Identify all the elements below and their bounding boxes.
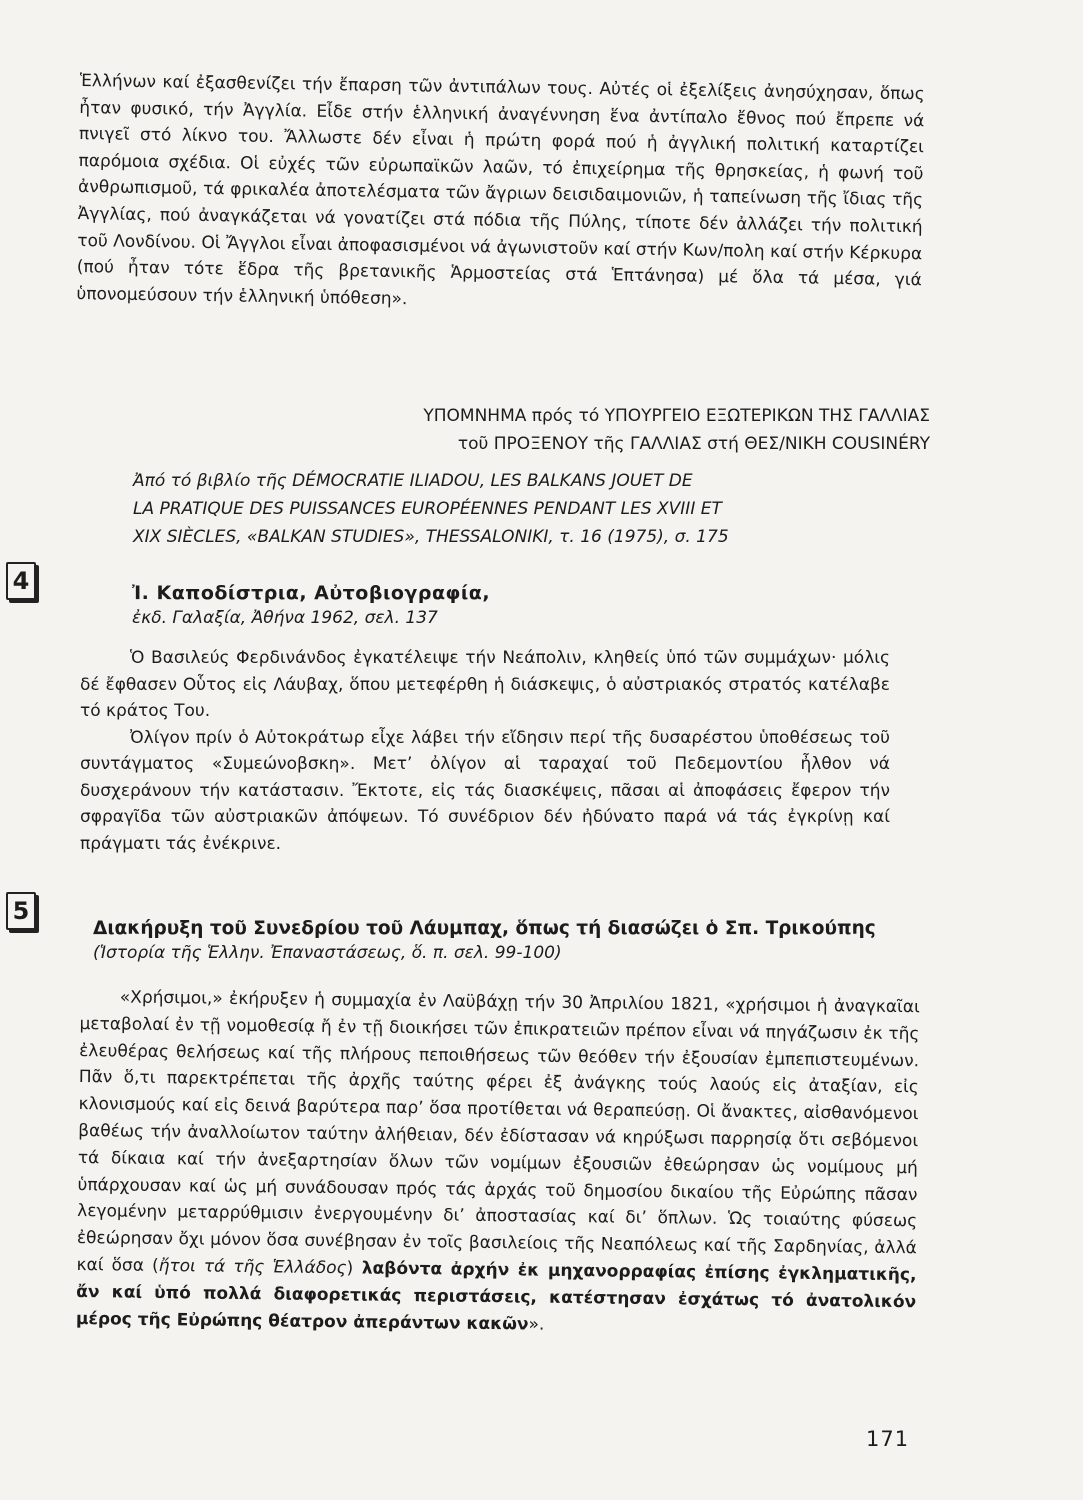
- section-5-title: Διακήρυξη τοῦ Συνεδρίου τοῦ Λάυμπαχ, ὅπως τή διασώζει ὁ Σπ. Τρικούπης: [93, 918, 876, 939]
- intro-paragraph: [76, 68, 925, 321]
- section-5-reference: (Ἱστορία τῆς Ἑλλην. Ἐπαναστάσεως, ὅ. π. σελ. 99-100): [93, 943, 562, 963]
- section-5-marker: 5: [6, 892, 36, 930]
- memo-line-1: ΥΠΟΜΝΗΜΑ πρός τό ΥΠΟΥΡΓΕΙΟ ΕΞΩΤΕΡΙΚΩΝ ΤΗΣ ΓΑΛΛΙΑΣ: [423, 406, 930, 426]
- section-4-heading: [132, 582, 922, 632]
- section-5-heading: [93, 918, 913, 967]
- section-5-italic-text: ἤτοι τά τῆς Ἑλλάδος: [158, 1255, 347, 1279]
- section-5-close-paren: ): [346, 1258, 354, 1279]
- section-4-paragraph-1: Ὁ Βασιλεύς Φερδινάνδος ἐγκατέλειψε τήν Νεάπολιν, κληθείς ὑπό τῶν συμμάχων· μόλις δέ ἔφθασεν Οὗτος εἰς Λάυβαχ, ὅπου μετεφέρθη ἡ διάσκεψις, ὁ αὐστριακός στρατός κατέλαβε τό κράτος Του.: [80, 648, 890, 721]
- section-4-title: Ἰ. Καποδίστρια, Αὐτοβιογραφία,: [132, 582, 491, 604]
- memo-source-line-2: LA PRATIQUE DES PUISSANCES EUROPÉENNES PENDANT LES XVIII ET: [133, 499, 722, 519]
- section-5-bold-text: λαβόντα ἀρχήν ἐκ μηχανορραφίας ἐπίσης ἐγκληματικῆς, ἄν καί ὑπό πολλά διαφορετικάς περιστάσεις, κατέστησαν ἐσχάτως τό ἀνατολικόν μέρος τῆς Εὐρώπης θέατρον ἀπεράντων κακῶν: [75, 1258, 917, 1335]
- section-4-paragraph-2: Ὀλίγον πρίν ὁ Αὐτοκράτωρ εἶχε λάβει τήν εἴδησιν περί τῆς δυσαρέστου ὑποθέσεως τοῦ συντάγματος «Συμεώνοβσκη». Μετ’ ὀλίγον αἱ ταραχαί τοῦ Πεδεμοντίου ἦλθον νά δυσχεράνουν τήν κατάστασιν. Ἔκτοτε, εἰς τάς διασκέψεις, πᾶσαι αἱ ἀποφάσεις ἔφερον τήν σφραγῖδα τῶν αὐστριακῶν ἀπόψεων. Τό συνέδριον δέν ἠδύνατο παρά νά τάς ἐγκρίνῃ καί πράγματι τάς ἐνέκρινε.: [80, 727, 890, 854]
- memo-heading: [240, 402, 930, 458]
- section-4-marker: 4: [6, 562, 36, 600]
- section-4-reference: ἐκδ. Γαλαξία, Ἀθήνα 1962, σελ. 137: [132, 608, 438, 628]
- section-5-text: «Χρήσιμοι,» ἐκήρυξεν ἡ συμμαχία ἐν Λαϋβάχῃ τήν 30 Ἀπριλίου 1821, «χρήσιμοι ἡ ἀναγκαῖαι μεταβολαί ἐν τῇ νομοθεσίᾳ ἤ ἐν τῇ διοικήσει τῶν ἐπικρατειῶν πρέπον εἶναι νά πηγάζωσιν ἐκ τῆς ἐλευθέρας θελήσεως καί τῆς πλήρους πεποιθήσεως τῶν θεόθεν τήν ἐξουσίαν ἐμπεπιστευμένων. Πᾶν ὅ,τι παρεκτρέπεται τῆς ἀρχῆς ταύτης φέρει ἐξ ἀνάγκης τούς λαούς εἰς ἀταξίαν, εἰς κλονισμούς καί εἰς δεινά βαρύτερα παρ’ ὅσα προτίθεται νά θεραπεύσῃ. Οἱ ἄνακτες, αἰσθανόμενοι βαθέως τήν ἀναλλοίωτον ταύτην ἀλήθειαν, δέν ἐδίστασαν νά κηρύξωσι παρρησίᾳ ὅτι σεβόμενοι τά δίκαια καί τήν ἀνεξαρτησίαν ὅλων τῶν νομίμων ἐξουσιῶν ἐθεώρησαν ὡς νομίμους μή ὑπάρχουσαν καί ὡς μή συνάδουσαν πρός τάς ἀρχάς τοῦ δημοσίου δικαίου τῆς Εὐρώπης πᾶσαν λεγομένην μεταρρύθμισιν ἐνεργουμένην δι’ ἀποστασίας καί δι’ ὅπλων. Ὡς τοιαύτης φύσεως ἐθεώρησαν ὄχι μόνον ὅσα συνέβησαν ἐν τοῖς βασιλείοις τῆς Νεαπόλεως καί τῆς Σαρδηνίας, ἀλλά καί ὅσα (: [76, 987, 920, 1276]
- memo-line-2: τοῦ ΠΡΟΞΕΝΟΥ τῆς ΓΑΛΛΙΑΣ στή ΘΕΣ/ΝΙΚΗ COUSINÉRY: [457, 434, 930, 454]
- memo-source: [133, 467, 933, 551]
- memo-source-line-3: XIX SIÈCLES, «BALKAN STUDIES», THESSALONIKI, τ. 16 (1975), σ. 175: [133, 527, 729, 547]
- section-4-body: [80, 645, 890, 857]
- intro-text: Ἑλλήνων καί ἐξασθενίζει τήν ἔπαρση τῶν ἀντιπάλων τους. Αὐτές οἱ ἐξελίξεις ἀνησύχησαν, ὅπως ἦταν φυσικό, τήν Ἀγγλία. Εἶδε στήν ἑλληνική ἀναγέννηση ἕνα ἀντίπαλο ἔθνος πού ἔπρεπε νά πνιγεῖ στό λίκνο του. Ἄλλωστε δέν εἶναι ἡ πρώτη φορά πού ἡ ἀγγλική πολιτική καταρτίζει παρόμοια σχέδια. Οἱ εὐχές τῶν εὐρωπαϊκῶν λαῶν, τό ἐπιχείρημα τῆς θρησκείας, ἡ φωνή τοῦ ἀνθρωπισμοῦ, τά φρικαλέα ἀποτελέσματα τῶν ἄγριων δεισιδαιμονιῶν, ἡ ταπείνωση τῆς ἴδιας τῆς Ἀγγλίας, πού ἀναγκάζεται νά γονατίζει στά πόδια τῆς Πύλης, τίποτε δέν ἀλλάζει τήν πολιτική τοῦ Λονδίνου. Οἱ Ἄγγλοι εἶναι ἀποφασισμένοι νά ἀγωνιστοῦν καί στήν Κων/πολη καί στήν Κέρκυρα (πού ἦταν τότε ἕδρα τῆς βρετανικῆς Ἁρμοστείας στά Ἑπτάνησα) μέ ὅλα τά μέσα, γιά ὑπονομεύσουν τήν ἑλληνική ὑπόθεση».: [76, 70, 925, 309]
- memo-source-line-1: Ἀπό τό βιβλίο τῆς DÉMOCRATIE ILIADOU, LES BALKANS JOUET DE: [133, 471, 693, 491]
- section-5-paragraph: [76, 984, 920, 1343]
- section-5-text-end: ».: [528, 1314, 545, 1335]
- page-number: 171: [866, 1427, 910, 1451]
- section-5-body: [76, 984, 920, 1343]
